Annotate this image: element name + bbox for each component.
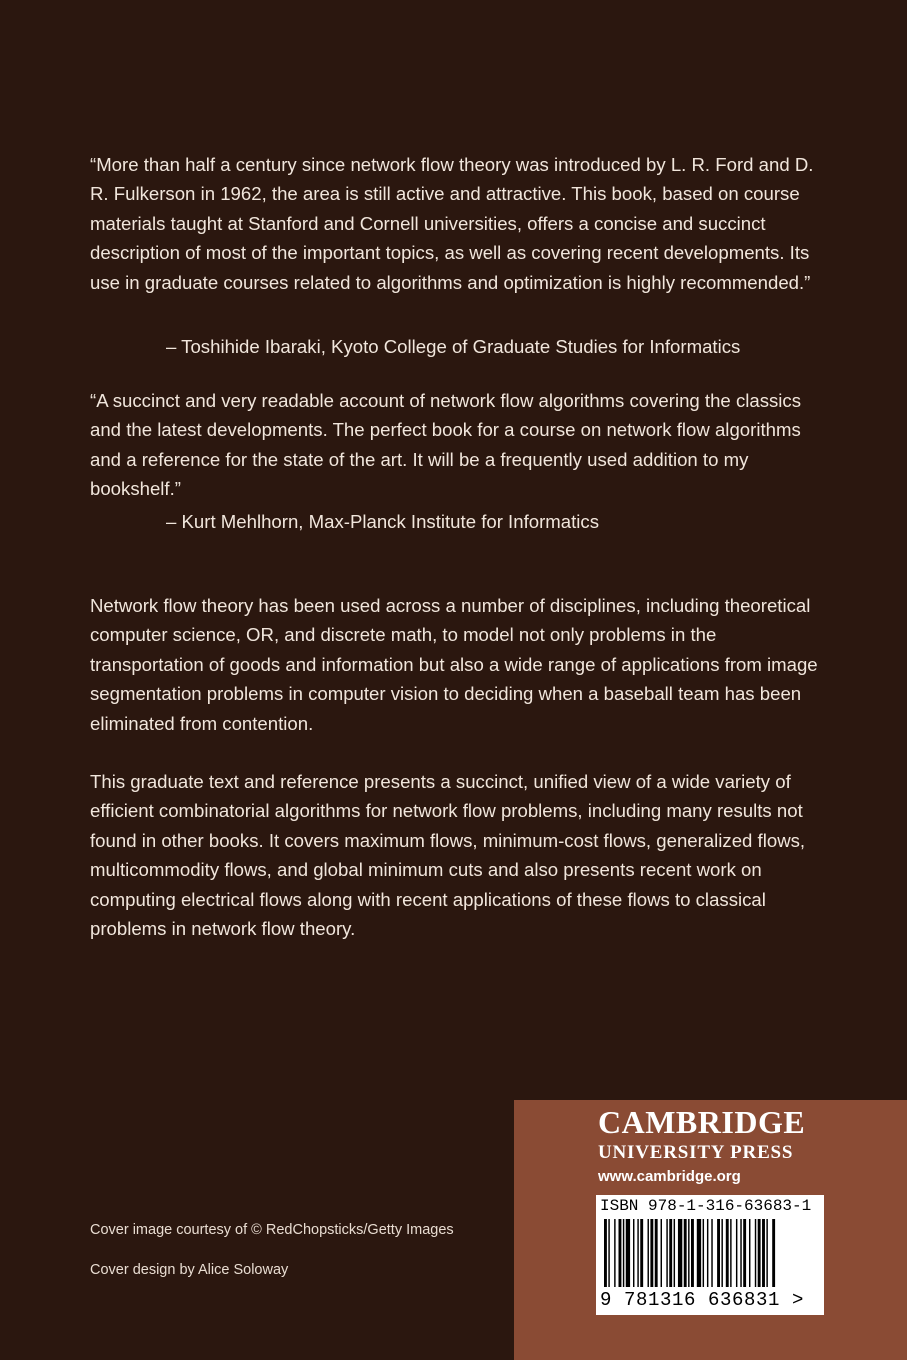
barcode-bar [772,1219,775,1287]
barcode-bar [711,1219,712,1287]
barcode-bar [623,1219,624,1287]
barcode-bar [678,1219,682,1287]
publisher-name: CAMBRIDGE [598,1104,806,1140]
barcode-bar [669,1219,672,1287]
barcode-bar [697,1219,701,1287]
barcode-bar [688,1219,689,1287]
barcode-bar [608,1219,609,1287]
barcode-bar [755,1219,756,1287]
barcode-bar [707,1219,708,1287]
barcode-bar [661,1219,662,1287]
barcode-icon [604,1219,814,1291]
barcode-bar [626,1219,630,1287]
cover-image-credit: Cover image courtesy of © RedChopsticks/Getty Images [90,1222,454,1238]
barcode-bar [730,1219,731,1287]
barcode-bar [655,1219,658,1287]
barcode-box [596,1195,824,1315]
barcode-bar [650,1219,653,1287]
barcode-bar [619,1219,622,1287]
barcode-bar [749,1219,750,1287]
barcode-bar [604,1219,607,1287]
barcode-bar [691,1219,694,1287]
barcode-bar [703,1219,704,1287]
barcode-bar [674,1219,675,1287]
barcode-bar [684,1219,687,1287]
description-paragraph-1: Network flow theory has been used across a number of disciplines, including theoretical computer science, OR, and discrete math, to model not only problems in the transportation of goods and information but also a wide range of applications from image segmentation problems in computer vision to deciding when a baseball team has been eliminated from contention. [90,595,818,734]
publisher-subname: UNIVERSITY PRESS [598,1142,794,1163]
barcode-bar [726,1219,729,1287]
description-paragraph-2: This graduate text and reference presents a succinct, unified view of a wide variety of efficient combinatorial algorithms for network flow problems, including many results not found in other books. It covers maximum flows, minimum-cost flows, generalized flows, multicommodity flows, and global minimum cuts and also presents recent work on computing electrical flows along with recent applications of these flows to classical problems in network flow theory. [90,771,806,940]
barcode-bar [736,1219,737,1287]
barcode-bar [762,1219,765,1287]
publisher-url: www.cambridge.org [598,1168,741,1185]
barcode-bar [640,1219,643,1287]
barcode-bar [717,1219,720,1287]
barcode-bar [743,1219,746,1287]
publisher-panel [514,1100,907,1360]
review-attribution-1: – Toshihide Ibaraki, Kyoto College of Graduate Studies for Informatics [166,336,741,357]
barcode-digits: 9 781316 636831 > [600,1289,805,1311]
barcode-bar [766,1219,767,1287]
isbn-label: ISBN 978-1-316-63683-1 [600,1197,812,1215]
cover-design-credit: Cover design by Alice Soloway [90,1262,289,1278]
barcode-bar [666,1219,667,1287]
barcode-bar [721,1219,722,1287]
barcode-bar [740,1219,741,1287]
barcode-bar [614,1219,615,1287]
barcode-bar [637,1219,638,1287]
barcode-bar [648,1219,649,1287]
review-attribution-2: – Kurt Mehlhorn, Max-Planck Institute for Informatics [166,511,599,532]
review-quote-1: “More than half a century since network flow theory was introduced by L. R. Ford and D. R. Fulkerson in 1962, the area is still active and attractive. This book, based on course materials taught at Stanford and Cornell universities, offers a concise and succinct description of most of the important topics, as well as covering recent developments. Its use in graduate courses related to algorithms and optimization is highly recommended.” [90,154,814,293]
barcode-bar [633,1219,634,1287]
barcode-bar [758,1219,761,1287]
review-quote-2: “A succinct and very readable account of network flow algorithms covering the classics and the latest developments. The perfect book for a course on network flow algorithms and a reference for the state of the art. It will be a frequently used addition to my bookshelf.” [90,390,802,500]
